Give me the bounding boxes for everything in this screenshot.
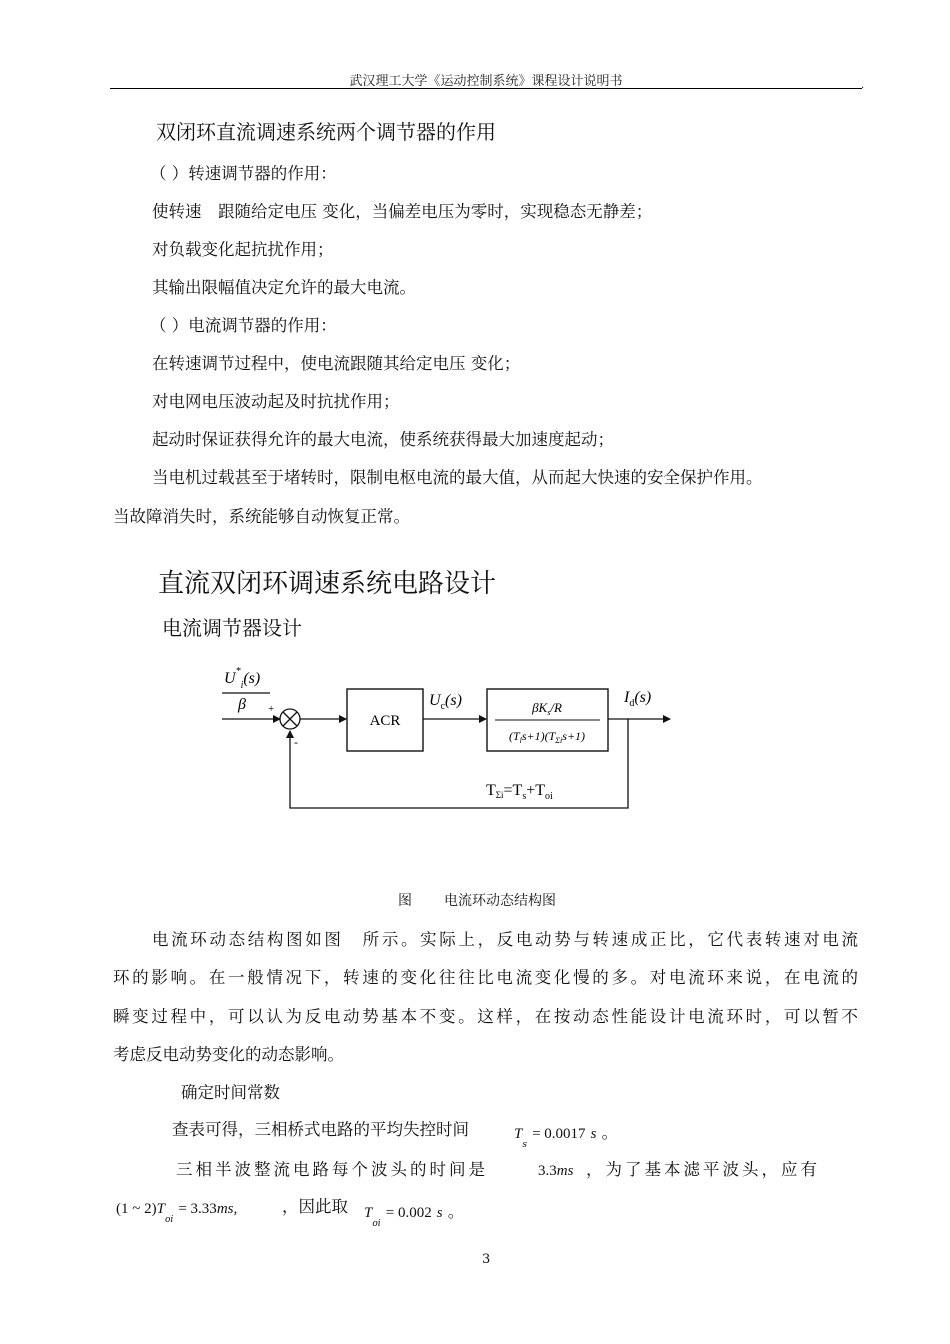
toi-connector: ，因此取: [282, 1197, 348, 1216]
plant-numerator: $\beta K_s/R$: [532, 700, 562, 717]
input-numerator: $U^*_i(s)$: [224, 666, 261, 691]
output-label: $I_d(s)$: [624, 689, 652, 709]
acr-label: ACR: [369, 713, 401, 729]
figure-caption: [398, 890, 556, 910]
half-wave-sentence-tail: ，为了基本滤平波头，应有: [586, 1160, 820, 1179]
speed-item-3: 其输出限幅值决定允许的最大电流。: [152, 278, 416, 297]
half-wave-sentence: 三相半波整流电路每个波头的时间是: [176, 1160, 488, 1179]
plus-sign: +: [268, 703, 275, 715]
speed-regulator-subheading: （ ）转速调节器的作用：: [150, 164, 337, 183]
paragraph-line-2: 环的影响。在一般情况下，转速的变化往往比电流变化慢的多。对电流环来说，在电流的: [113, 968, 858, 987]
section2-subheading: 电流调节器设计: [162, 616, 302, 640]
minus-sign: -: [294, 735, 298, 749]
toi-inequality: (1 ~ $2)T_{oi} = 3.33ms$,: [116, 1201, 238, 1225]
header-rule: [110, 88, 862, 89]
uc-label: $U_c(s)$: [429, 692, 462, 712]
input-denominator: β: [238, 696, 246, 713]
figure-label: 图: [398, 893, 412, 909]
figure-title: 电流环动态结构图: [444, 893, 556, 909]
paragraph-line-3: 瞬变过程中，可以认为反电动势基本不变。这样，在按动态性能设计电流环时，可以暂不: [113, 1007, 858, 1026]
feedback-time-constant-label: $T\Sigma i=T_s+T_{oi}$: [486, 782, 553, 802]
current-item-2: 对电网电压波动起及时抗扰作用；: [152, 392, 400, 411]
current-item-3: 起动时保证获得允许的最大电流，使系统获得最大加速度起动；: [152, 430, 614, 449]
ts-sentence: 查表可得，三相桥式电路的平均失控时间: [172, 1120, 469, 1139]
current-item-1: 在转速调节过程中，使电流跟随其给定电压 变化；: [152, 354, 521, 373]
ts-formula: $T_s = 0.0017$ s 。: [514, 1123, 619, 1150]
page-header: 武汉理工大学《运动控制系统》课程设计说明书: [349, 74, 623, 89]
paragraph-line-1: 电流环动态结构图如图 所示。实际上，反电动势与转速成正比，它代表转速对电流: [152, 930, 858, 949]
current-regulator-subheading: （ ）电流调节器的作用：: [150, 316, 337, 335]
speed-item-2: 对负载变化起抗扰作用；: [152, 240, 334, 259]
step-title: 确定时间常数: [181, 1083, 280, 1102]
speed-item-1: 使转速 跟随给定电压 变化，当偏差电压为零时，实现稳态无静差；: [152, 202, 653, 221]
paragraph-line-4: 考虑反电动势变化的动态影响。: [113, 1045, 344, 1064]
page-number: 3: [482, 1252, 491, 1267]
section2-heading: 直流双闭环调速系统电路设计: [158, 569, 497, 599]
plant-denominator: $(T_ls+1)(T_{\Sigma i}s+1)$: [508, 729, 586, 745]
header-dot: .: [861, 80, 865, 91]
section1-heading: 双闭环直流调速系统两个调节器的作用: [156, 120, 496, 144]
toi-choice: $T_{oi} = 0.002$ s 。: [364, 1202, 465, 1229]
current-item-4: 当电机过载甚至于堵转时，限制电枢电流的最大值，从而起大快速的安全保护作用。: [152, 468, 763, 487]
half-wave-value: 3.3ms: [538, 1163, 574, 1179]
current-item-5: 当故障消失时，系统能够自动恢复正常。: [113, 507, 410, 526]
current-loop-block-diagram: [210, 655, 680, 815]
